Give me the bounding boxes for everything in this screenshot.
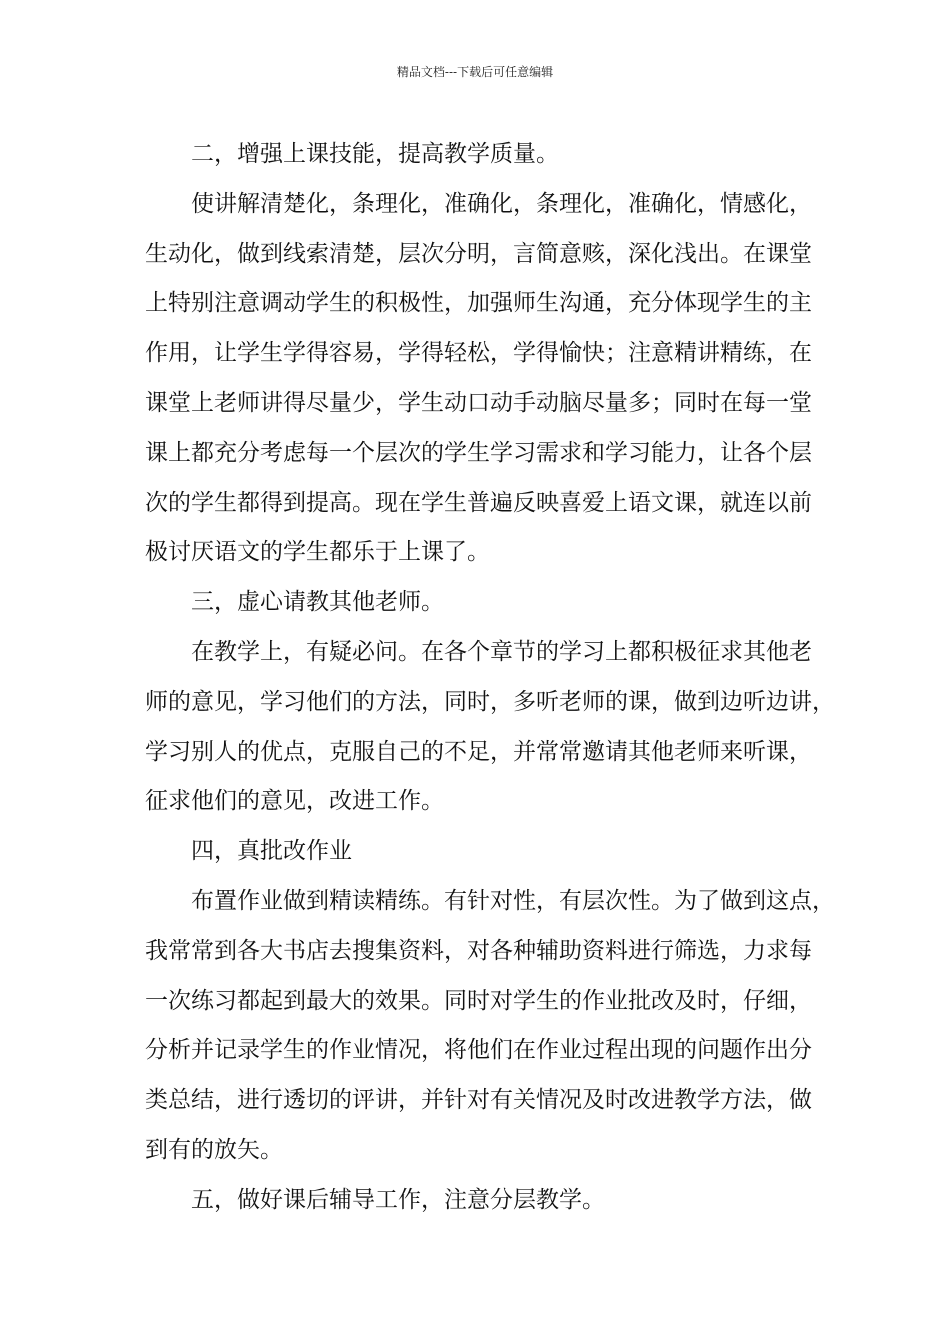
text-line: 征求他们的意见，改进工作。 [145,788,444,815]
text-line: 作用，让学生学得容易，学得轻松，学得愉快；注意精讲精练，在 [145,340,812,367]
text-line: 生动化，做到线索清楚，层次分明，言简意赅，深化浅出。在课堂 [145,240,812,267]
text-line: 四，真批改作业 [191,838,352,865]
text-line: 师的意见，学习他们的方法，同时，多听老师的课，做到边听边讲， [145,688,835,715]
text-line: 分析并记录学生的作业情况，将他们在作业过程出现的问题作出分 [145,1037,812,1064]
document-body [145,130,835,1226]
text-line: 布置作业做到精读精练。有针对性，有层次性。为了做到这点， [191,887,835,914]
text-line: 次的学生都得到提高。现在学生普遍反映喜爱上语文课，就连以前 [145,489,812,516]
text-line: 三，虚心请教其他老师。 [191,589,444,616]
text-line: 课堂上老师讲得尽量少，学生动口动手动脑尽量多；同时在每一堂 [145,389,812,416]
page-header: 精品文档---下载后可任意编辑 [396,65,554,79]
text-line: 一次练习都起到最大的效果。同时对学生的作业批改及时，仔细， [145,987,812,1014]
text-line: 我常常到各大书店去搜集资料，对各种辅助资料进行筛选，力求每 [145,937,812,964]
text-line: 学习别人的优点，克服自己的不足，并常常邀请其他老师来听课， [145,738,812,765]
text-line: 使讲解清楚化，条理化，准确化，条理化，准确化，情感化， [191,190,812,217]
text-line: 极讨厌语文的学生都乐于上课了。 [145,539,490,566]
text-line: 上特别注意调动学生的积极性，加强师生沟通，充分体现学生的主 [145,290,812,317]
text-line: 到有的放矢。 [145,1136,283,1163]
text-line: 在教学上，有疑必问。在各个章节的学习上都积极征求其他老 [191,638,812,665]
text-line: 课上都充分考虑每一个层次的学生学习需求和学习能力，让各个层 [145,439,812,466]
text-line: 类总结，进行透切的评讲，并针对有关情况及时改进教学方法，做 [145,1087,812,1114]
text-line: 五，做好课后辅导工作，注意分层教学。 [191,1186,605,1213]
text-line: 二，增强上课技能，提高教学质量。 [191,141,559,167]
